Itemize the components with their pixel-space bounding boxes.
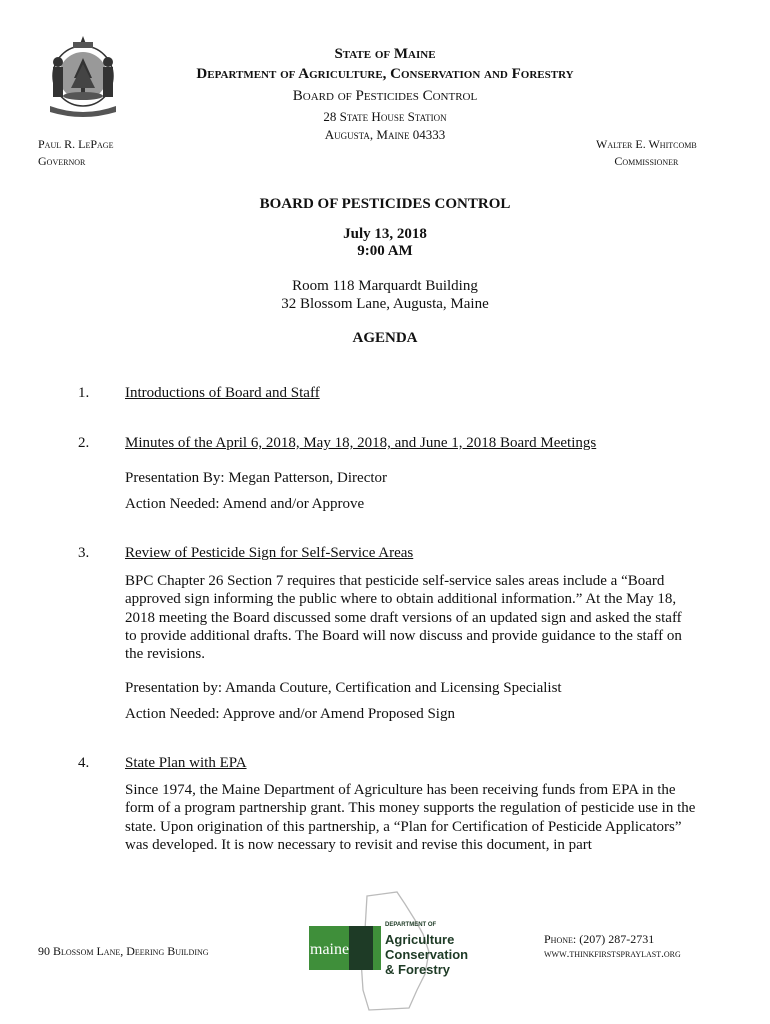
meeting-room: Room 118 Marquardt Building (292, 278, 478, 294)
agenda-item-2-number: 2. (78, 435, 90, 451)
meeting-time: 9:00 AM (357, 243, 413, 259)
governor-title: Governor (38, 154, 86, 168)
agenda-heading: AGENDA (352, 330, 418, 346)
logo-agriculture-text: Agriculture (385, 932, 455, 947)
agenda-item-1-number: 1. (78, 385, 90, 401)
agenda-item-1-title: Introductions of Board and Staff (125, 385, 320, 401)
commissioner-name: Walter E. Whitcomb (596, 137, 697, 151)
letterhead-department: Department of Agriculture, Conservation and Forestry (196, 66, 574, 82)
agenda-item-3-number: 3. (78, 545, 90, 561)
logo-forestry-text: & Forestry (385, 962, 451, 977)
footer-phone: Phone: (207) 287-2731 (544, 932, 655, 946)
letterhead-board: Board of Pesticides Control (292, 88, 478, 104)
meeting-street: 32 Blossom Lane, Augusta, Maine (281, 296, 489, 312)
agenda-item-2-title: Minutes of the April 6, 2018, May 18, 2018, and June 1, 2018 Board Meetings (125, 435, 597, 451)
footer-website: www.thinkfirstspraylast.org (544, 948, 681, 960)
logo-dept-of-text: DEPARTMENT OF (385, 922, 437, 928)
letterhead-address-line1: 28 State House Station (323, 109, 447, 124)
logo-maine-text: maine (310, 941, 350, 958)
agenda-item-3-description: BPC Chapter 26 Section 7 requires that pesticide self-service sales areas include a “Board approved sign informing the public where to obtain additional information.” At the May 18, 2018 meeting the Board discussed some draft versions of an updated sign and asked the staff to provide additional drafts. The Board will now discuss and provide guidance to the staff on the revisions. (125, 573, 682, 663)
letterhead-address-line2: Augusta, Maine 04333 (324, 127, 446, 142)
governor-block (38, 136, 113, 170)
agenda-item-3-action: Action Needed: Approve and/or Amend Proposed Sign (125, 706, 455, 722)
logo-conservation-text: Conservation (385, 947, 469, 962)
meeting-title: BOARD OF PESTICIDES CONTROL (259, 196, 511, 212)
agenda-item-4-title: State Plan with EPA (125, 755, 247, 771)
agenda-item-2-action: Action Needed: Amend and/or Approve (125, 496, 365, 512)
commissioner-block (596, 136, 697, 170)
meeting-date: July 13, 2018 (343, 226, 427, 242)
governor-name: Paul R. LePage (38, 137, 114, 151)
agenda-item-4-number: 4. (78, 755, 90, 771)
agenda-item-2-presentation: Presentation By: Megan Patterson, Director (125, 470, 388, 486)
agenda-item-4-description: Since 1974, the Maine Department of Agriculture has been receiving funds from EPA in the form of a program partnership grant. This money supports the regulation of pesticide use in the state. Upon origination of this partnership, a “Plan for Certification of Pesticide Applicators” was developed. It is now necessary to revisit and revise this document, in part (125, 782, 696, 853)
dacf-logo-icon (305, 890, 475, 1014)
commissioner-title: Commissioner (614, 154, 679, 168)
footer-address: 90 Blossom Lane, Deering Building (38, 944, 209, 958)
letterhead-state: State of Maine (334, 46, 436, 62)
agenda-item-3-title: Review of Pesticide Sign for Self-Service Areas (125, 545, 414, 561)
agenda-item-3-presentation: Presentation by: Amanda Couture, Certification and Licensing Specialist (125, 680, 562, 696)
